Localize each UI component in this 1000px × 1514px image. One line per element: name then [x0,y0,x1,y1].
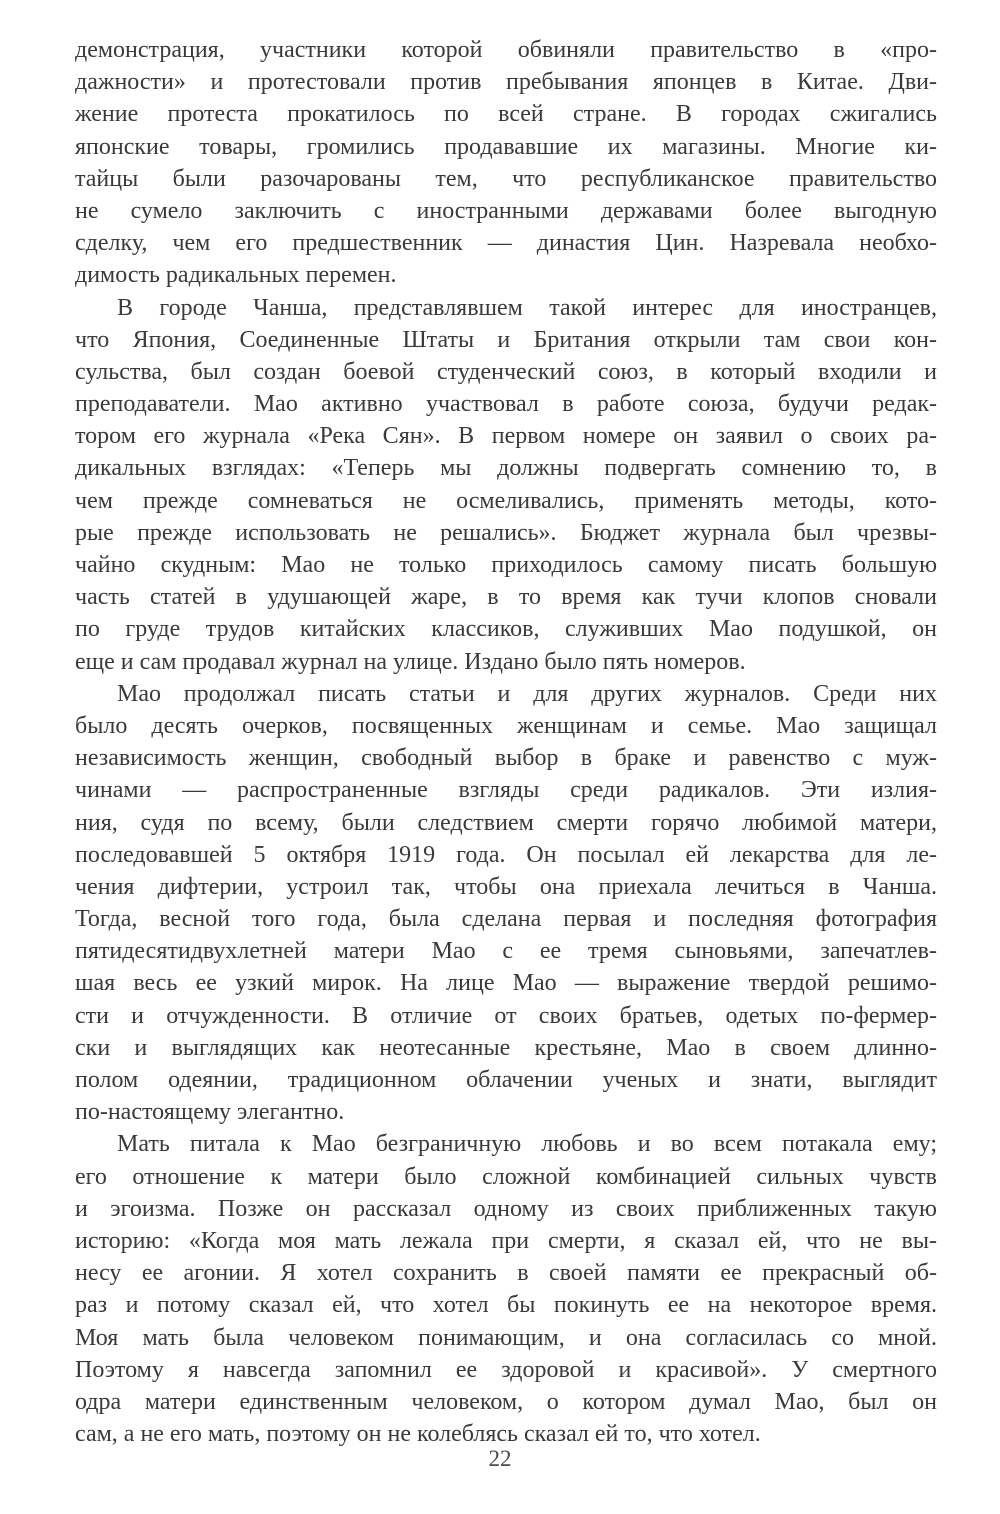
text-line: ски и выглядящих как неотесанные крестьяне, Мао в своем длинно- [75,1034,937,1061]
text-line: Моя мать была человеком понимающим, и она согласилась со мной. [75,1324,937,1351]
text-line: и эгоизма. Позже он рассказал одному из своих приближенных такую [75,1195,937,1222]
text-line: Мать питала к Мао безграничную любовь и во всем потакала ему; [117,1131,937,1158]
text-line: последовавшей 5 октября 1919 года. Он посылал ей лекарства для ле- [75,841,937,868]
text-line: дикальных взглядах: «Теперь мы должны подвергать сомнению то, в [75,455,937,482]
text-line: чения дифтерии, устроил так, чтобы она приехала лечиться в Чанша. [75,873,937,900]
text-line: тором его журнала «Река Сян». В первом номере он заявил о своих ра- [75,423,937,450]
text-line: его отношение к матери было сложной комбинацией сильных чувств [75,1163,937,1190]
text-line: жение протеста прокатилось по всей стране. В городах сжигались [75,101,937,128]
paragraph-changsha [75,292,937,678]
body-text [75,34,937,1450]
text-line: Поэтому я навсегда запомнил ее здоровой и красивой». У смертного [75,1356,937,1383]
text-line: сделку, чем его предшественник — династия Цин. Назревала необхо- [75,230,937,257]
text-line: сульства, был создан боевой студенческий союз, в который входили и [75,358,937,385]
text-line: рые прежде использовать не решались». Бюджет журнала был чрезвы- [75,519,937,546]
text-line: одра матери единственным человеком, о котором думал Мао, был он [75,1388,937,1415]
text-line: сти и отчужденности. В отличие от своих братьев, одетых по-фермер- [75,1002,937,1029]
text-line: часть статей в удушающей жаре, в то время как тучи клопов сновали [75,584,937,611]
text-line: по груде трудов китайских классиков, служивших Мао подушкой, он [75,616,937,643]
page-number: 22 [488,1446,512,1471]
text-line: чинами — распространенные взгляды среди радикалов. Эти излия- [75,777,937,804]
text-line: несу ее агонии. Я хотел сохранить в своей памяти ее прекрасный об- [75,1260,937,1287]
text-line: демонстрация, участники которой обвиняли правительство в «про- [75,37,937,63]
text-line: чайно скудным: Мао не только приходилось самому писать большую [75,552,937,578]
text-line: чем прежде сомневаться не осмеливались, применять методы, кото- [75,487,937,514]
text-line: шая весь ее узкий мирок. На лице Мао — выражение твердой решимо- [75,970,937,997]
text-line: раз и потому сказал ей, что хотел бы покинуть ее на некоторое время. [75,1292,937,1319]
text-line: дажности» и протестовали против пребывания японцев в Китае. Дви- [75,69,937,96]
text-line: сам, а не его мать, поэтому он не колеблясь сказал ей то, что хотел. [75,1421,761,1448]
paragraph-continuation [75,34,937,292]
text-line: японские товары, громились продававшие их магазины. Многие ки- [75,133,937,160]
text-line: не сумело заключить с иностранными державами более выгодную [75,197,937,224]
text-line: независимость женщин, свободный выбор в браке и равенство с муж- [75,745,937,772]
text-line: В городе Чанша, представлявшем такой интерес для иностранцев, [117,294,937,321]
text-line: полом одеянии, традиционном облачении ученых и знати, выглядит [75,1067,937,1093]
paragraph-articles [75,678,937,1129]
text-line: еще и сам продавал журнал на улице. Издано было пять номеров. [75,648,746,675]
text-line: что Япония, Соединенные Штаты и Британия открыли там свои кон- [75,326,937,353]
text-line: историю: «Когда моя мать лежала при смерти, я сказал ей, что не вы- [75,1227,937,1254]
text-line: преподаватели. Мао активно участвовал в работе союза, будучи редак- [75,391,937,418]
paragraph-mother [75,1128,937,1450]
text-line: димость радикальных перемен. [75,262,397,289]
text-line: Мао продолжал писать статьи и для других журналов. Среди них [117,680,937,707]
text-line: ния, судя по всему, были следствием смерти горячо любимой матери, [75,809,937,836]
text-line: пятидесятидвухлетней матери Мао с ее тремя сыновьями, запечатлев- [75,938,937,965]
text-line: Тогда, весной того года, была сделана первая и последняя фотография [75,906,937,933]
text-line: было десять очерков, посвященных женщинам и семье. Мао защищал [75,712,937,739]
text-line: по-настоящему элегантно. [75,1099,345,1126]
text-line: тайцы были разочарованы тем, что республиканское правительство [75,165,937,192]
